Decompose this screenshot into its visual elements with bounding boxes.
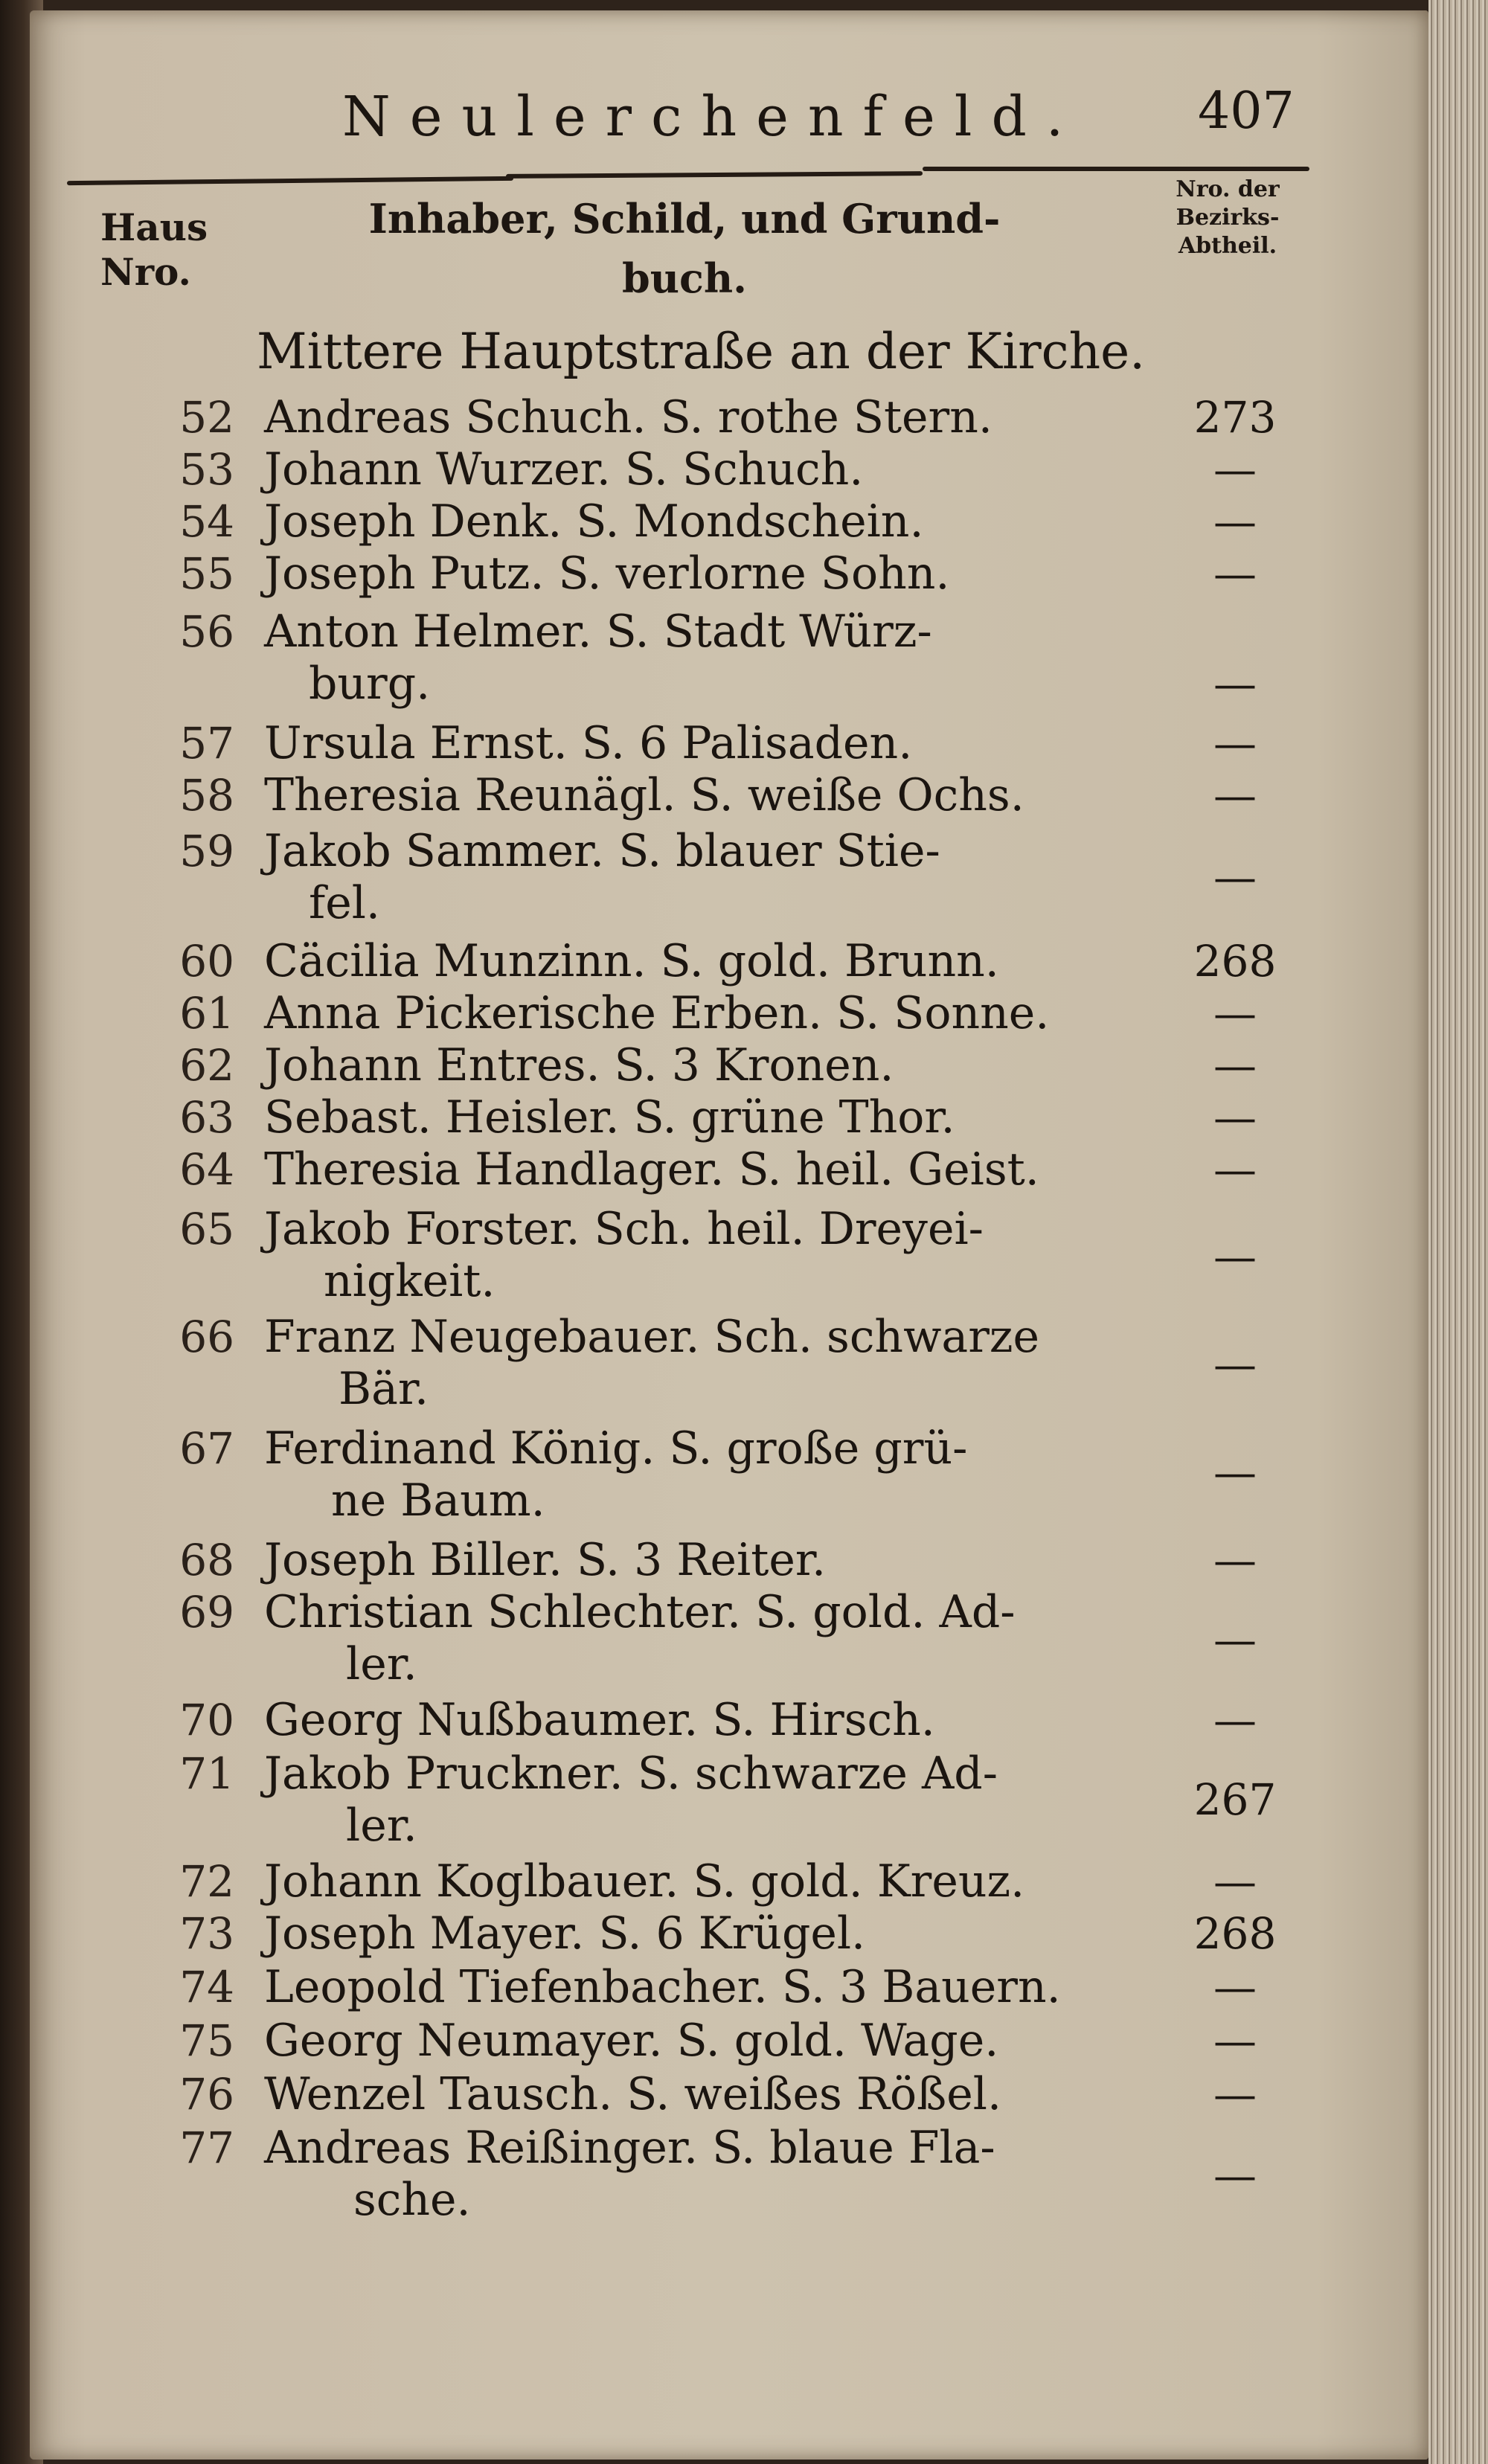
- house-number: 75: [179, 2015, 234, 2066]
- list-item-district: [30, 2149, 1428, 2201]
- list-item-district: [30, 658, 1428, 710]
- list-item-district: [30, 851, 1428, 903]
- entry-text: Joseph Putz. S. verlorne Sohn.: [264, 548, 950, 600]
- entry-text: Joseph Mayer. S. 6 Krügel.: [264, 1908, 866, 1960]
- house-number: 55: [179, 548, 234, 599]
- house-number: 72: [179, 1856, 234, 1907]
- list-item-district: [30, 1774, 1428, 1826]
- column-header-bezirk-line2: Bezirks-: [1176, 205, 1280, 231]
- district-number: —: [1213, 444, 1257, 495]
- house-number: 61: [179, 988, 234, 1039]
- entry-text: Franz Neugebauer. Sch. schwarze: [264, 1311, 1040, 1363]
- column-header-inhaber-line2: buch.: [622, 254, 747, 302]
- entry-text: Theresia Handlager. S. heil. Geist.: [264, 1143, 1039, 1196]
- list-item: [30, 1855, 1428, 1908]
- entry-text: Johann Entres. S. 3 Kronen.: [264, 1039, 894, 1091]
- entry-text: Johann Koglbauer. S. gold. Kreuz.: [264, 1855, 1025, 1908]
- district-number: —: [1213, 1614, 1257, 1665]
- house-number: 63: [179, 1092, 234, 1143]
- column-header-inhaber: [365, 189, 1004, 308]
- entry-text: Andreas Schuch. S. rothe Stern.: [264, 391, 992, 443]
- list-item: [30, 769, 1428, 821]
- district-number: —: [1213, 852, 1257, 902]
- list-item: [30, 2015, 1428, 2067]
- list-item-district: [30, 1338, 1428, 1390]
- entry-text: Anna Pickerische Erben. S. Sonne.: [264, 987, 1050, 1039]
- entry-continuation: ne Baum.: [331, 1475, 545, 1527]
- district-number: —: [1213, 496, 1257, 547]
- district-number: —: [1213, 2069, 1257, 2120]
- house-number: 76: [179, 2069, 234, 2120]
- list-item: [30, 1908, 1428, 1960]
- entry-text: Georg Neumayer. S. gold. Wage.: [264, 2015, 999, 2067]
- house-number: 68: [179, 1535, 234, 1585]
- entry-continuation: ler.: [346, 1638, 417, 1690]
- list-item: [30, 391, 1428, 443]
- list-item: [30, 2068, 1428, 2120]
- house-number: 69: [179, 1587, 234, 1637]
- list-item-district: [30, 1614, 1428, 1666]
- district-number: —: [1213, 2015, 1257, 2066]
- entry-text: Georg Nußbaumer. S. Hirsch.: [264, 1694, 935, 1746]
- entry-text: Christian Schlechter. S. gold. Ad-: [264, 1586, 1016, 1638]
- district-number: —: [1213, 1695, 1257, 1745]
- house-number: 56: [179, 606, 234, 657]
- entry-text: Theresia Reunägl. S. weiße Ochs.: [264, 769, 1024, 821]
- district-number: —: [1213, 718, 1257, 769]
- entry-continuation: Bär.: [339, 1363, 429, 1415]
- district-number: —: [1213, 1092, 1257, 1143]
- house-number: 73: [179, 1908, 234, 1959]
- house-number: 77: [179, 2123, 234, 2173]
- list-item: [30, 443, 1428, 495]
- column-header-inhaber-line1: Inhaber, Schild, und Grund-: [368, 195, 1001, 243]
- district-number: —: [1213, 1962, 1257, 2012]
- page-edges: [1428, 0, 1488, 2464]
- section-heading: Mittere Hauptstraße an der Kirche.: [257, 323, 1146, 380]
- list-item: [30, 548, 1428, 600]
- house-number: 65: [179, 1204, 234, 1254]
- column-header-haus-line2: Nro.: [100, 250, 191, 294]
- district-number: —: [1213, 770, 1257, 821]
- entry-text: Anton Helmer. S. Stadt Würz-: [264, 606, 932, 658]
- district-number: —: [1213, 1535, 1257, 1585]
- house-number: 67: [179, 1423, 234, 1474]
- house-number: 62: [179, 1040, 234, 1091]
- entry-text: Joseph Denk. S. Mondschein.: [264, 495, 924, 548]
- column-header-bezirk-line3: Abtheil.: [1178, 233, 1277, 259]
- district-number: —: [1213, 1040, 1257, 1091]
- list-item: [30, 1143, 1428, 1196]
- page-number: 407: [1198, 82, 1295, 141]
- house-number: 59: [179, 826, 234, 876]
- district-number: —: [1213, 1856, 1257, 1907]
- header-rule-middle: [506, 171, 923, 179]
- entry-text: Cäcilia Munzinn. S. gold. Brunn.: [264, 935, 999, 987]
- district-number: 273: [1193, 392, 1277, 443]
- entry-text: Jakob Sammer. S. blauer Stie-: [264, 825, 940, 877]
- running-head-title: Neulerchenfeld.: [342, 85, 1083, 149]
- house-number: 54: [179, 496, 234, 547]
- district-number: —: [1213, 1339, 1257, 1390]
- book-page: [30, 10, 1428, 2460]
- entry-text: Sebast. Heisler. S. grüne Thor.: [264, 1091, 955, 1143]
- header-rule-left: [67, 176, 513, 185]
- entry-text: Andreas Reißinger. S. blaue Fla-: [264, 2122, 995, 2174]
- house-number: 58: [179, 770, 234, 821]
- entry-text: Ferdinand König. S. große grü-: [264, 1422, 968, 1475]
- column-header-haus: [100, 205, 208, 295]
- entry-text: Jakob Pruckner. S. schwarze Ad-: [264, 1748, 998, 1800]
- list-item: [30, 1091, 1428, 1143]
- list-item: [30, 1039, 1428, 1091]
- list-item: [30, 987, 1428, 1039]
- column-header-haus-line1: Haus: [100, 205, 208, 249]
- entry-text: Joseph Biller. S. 3 Reiter.: [264, 1534, 827, 1586]
- house-number: 66: [179, 1312, 234, 1362]
- list-item: [30, 1534, 1428, 1586]
- entry-text: Leopold Tiefenbacher. S. 3 Bauern.: [264, 1961, 1061, 2013]
- column-header-bezirk-line1: Nro. der: [1176, 176, 1280, 202]
- list-item: [30, 1694, 1428, 1746]
- house-number: 52: [179, 392, 234, 443]
- district-number: —: [1213, 988, 1257, 1039]
- list-item: [30, 935, 1428, 987]
- entry-continuation: fel.: [309, 877, 380, 929]
- district-number: —: [1213, 1447, 1257, 1498]
- house-number: 57: [179, 718, 234, 769]
- entry-text: Ursula Ernst. S. 6 Palisaden.: [264, 717, 913, 769]
- house-number: 64: [179, 1144, 234, 1195]
- entry-text: Wenzel Tausch. S. weißes Rößel.: [264, 2068, 1002, 2120]
- district-number: —: [1213, 2150, 1257, 2201]
- house-number: 74: [179, 1962, 234, 2012]
- district-number: —: [1213, 1144, 1257, 1195]
- list-item: [30, 495, 1428, 548]
- entry-continuation: nigkeit.: [324, 1255, 496, 1307]
- house-number: 70: [179, 1695, 234, 1745]
- house-number: 53: [179, 444, 234, 495]
- entry-continuation: ler.: [346, 1800, 417, 1852]
- column-header-bezirk: [1131, 176, 1324, 260]
- header-rule-right: [923, 167, 1309, 171]
- list-item: [30, 606, 1428, 658]
- house-number: 60: [179, 936, 234, 986]
- district-number: —: [1213, 658, 1257, 709]
- entry-continuation: sche.: [353, 2174, 471, 2226]
- list-item: [30, 1961, 1428, 2013]
- entry-continuation: burg.: [309, 658, 431, 710]
- list-item-district: [30, 1231, 1428, 1283]
- list-item: [30, 717, 1428, 769]
- entry-text: Jakob Forster. Sch. heil. Dreyei-: [264, 1203, 984, 1255]
- list-item-district: [30, 1446, 1428, 1498]
- house-number: 71: [179, 1748, 234, 1799]
- district-number: 268: [1193, 1908, 1277, 1959]
- district-number: 268: [1193, 936, 1277, 986]
- district-number: —: [1213, 1231, 1257, 1282]
- district-number: 267: [1193, 1774, 1277, 1825]
- entry-text: Johann Wurzer. S. Schuch.: [264, 443, 864, 495]
- district-number: —: [1213, 548, 1257, 599]
